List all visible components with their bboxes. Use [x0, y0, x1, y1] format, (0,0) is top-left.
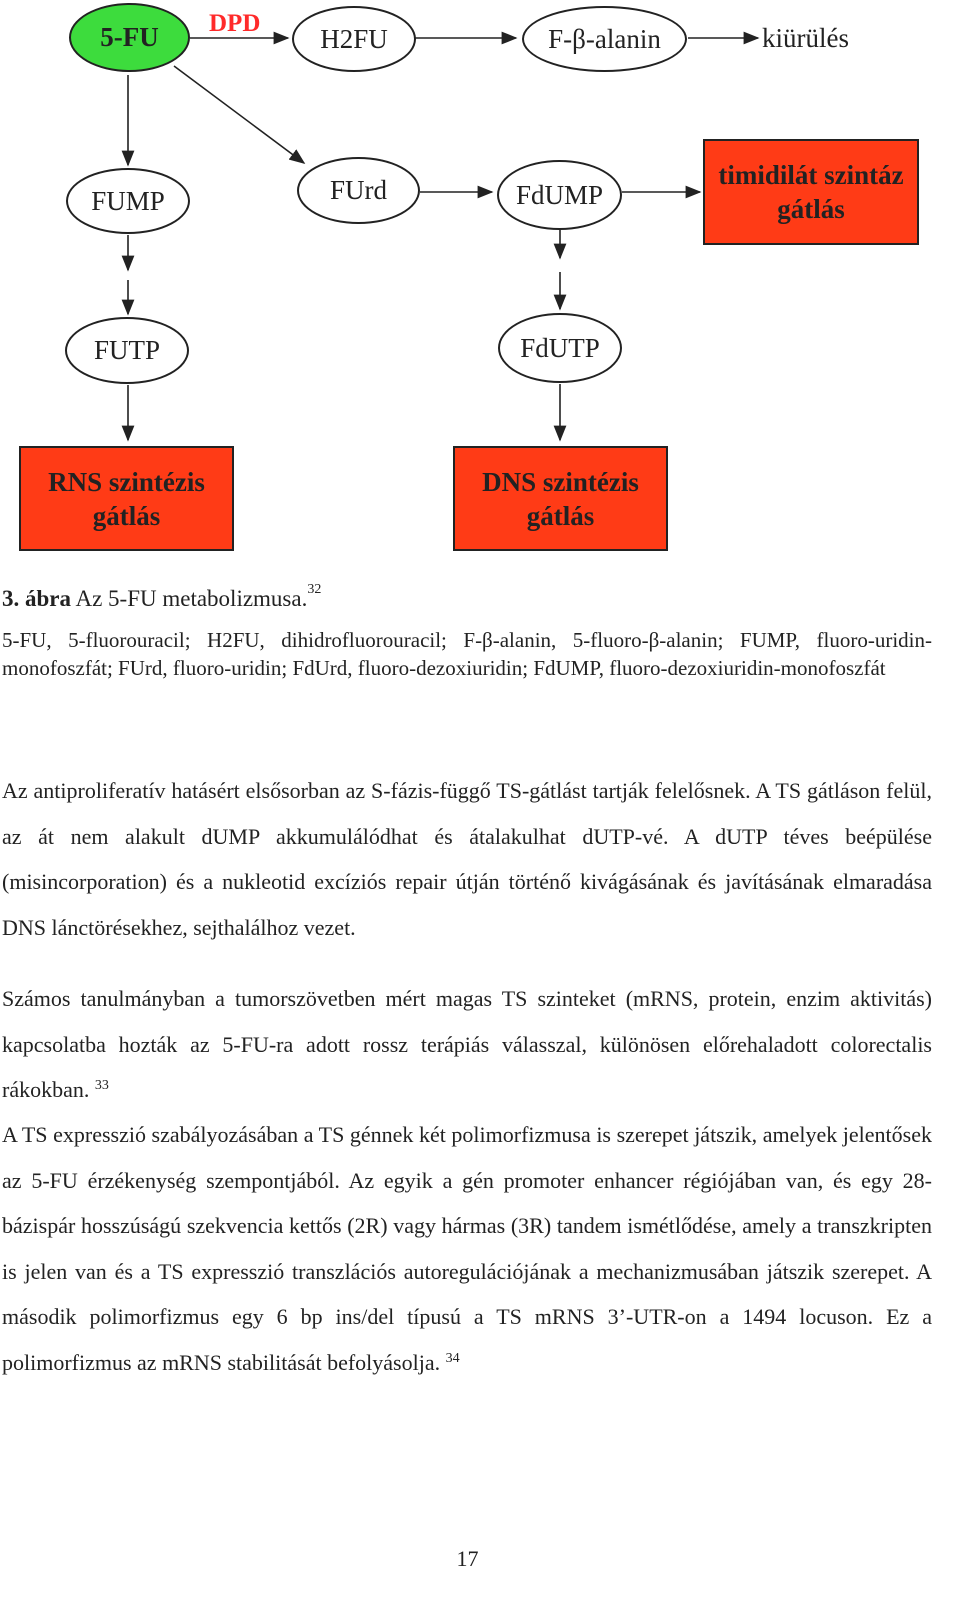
figure-label: 3. ábra	[2, 586, 71, 611]
node-elimination: kiürülés	[762, 22, 849, 53]
node-dna-inhibition: DNS szintézis gátlás	[453, 446, 668, 551]
abbreviation-legend: 5-FU, 5-fluorouracil; H2FU, dihidrofluorouracil; F-β-alanin, 5-fluoro-β-alanin; FUMP, fluoro-uridin-monofoszfát; FUrd, fluoro-uridin; FdUrd, fluoro-dezoxiuridin; FdUMP, fluoro-dezoxiuridin-monofoszfát	[2, 628, 932, 680]
node-fdutp: FdUTP	[498, 313, 622, 383]
caption-reference: 32	[307, 582, 322, 597]
figure-caption	[2, 582, 322, 612]
node-futp: FUTP	[65, 317, 189, 384]
paragraph-3	[2, 1112, 932, 1385]
node-f-beta-alanin: F-β-alanin	[522, 6, 687, 72]
paragraph-2-reference: 33	[94, 1078, 109, 1093]
node-5fu: 5-FU	[69, 3, 190, 72]
node-fump: FUMP	[66, 168, 190, 234]
paragraph-2-text: Számos tanulmányban a tumorszövetben mért magas TS szinteket (mRNS, protein, enzim aktivitás) kapcsolatba hozták az 5-FU-ra adott rossz terápiás válasszal, különösen előrehaladott colorectalis rákokban.	[2, 986, 932, 1102]
paragraph-3-reference: 34	[445, 1350, 460, 1366]
node-ts-inhibition: timidilát szintáz gátlás	[703, 139, 919, 245]
node-fdump: FdUMP	[497, 160, 622, 230]
node-rna-inhibition: RNS szintézis gátlás	[19, 446, 234, 551]
node-furd: FUrd	[297, 157, 420, 224]
paragraph-1: Az antiproliferatív hatásért elsősorban az S-fázis-függő TS-gátlást tartják felelősnek. A TS gátláson felül, az át nem alakult dUMP akkumulálódhat és átalakulhat dUTP-vé. A dUTP téves beépülése (misincorporation) és a nukleotid excíziós repair útján történő kivágásának és javításának elmaradása DNS lánctörésekhez, sejthalálhoz vezet.	[2, 778, 932, 940]
metabolism-diagram	[0, 0, 960, 600]
page-number: 17	[456, 1546, 479, 1571]
paragraph-2	[2, 976, 932, 1113]
node-h2fu: H2FU	[292, 6, 416, 72]
enzyme-dpd-label: DPD	[209, 10, 261, 37]
figure-title: Az 5-FU metabolizmusa.	[71, 586, 308, 611]
paragraph-3-text: A TS expresszió szabályozásában a TS génnek két polimorfizmusa is szerepet játszik, amelyek jelentősek az 5-FU érzékenység szempontjából. Az egyik a gén promoter enhancer régiójában van, és egy 28-bázispár hosszúságú szekvencia kettős (2R) vagy hármas (3R) tandem ismétlődése, amely a transzkripten is jelen van és a TS expresszió transzlációs autoregulációjának a mechanizmusában játszik szerepet. A második polimorfizmus egy 6 bp ins/del típusú a TS mRNS 3’-UTR-on a 1494 locuson. Ez a polimorfizmus az mRNS stabilitását befolyásolja.	[2, 1122, 932, 1375]
